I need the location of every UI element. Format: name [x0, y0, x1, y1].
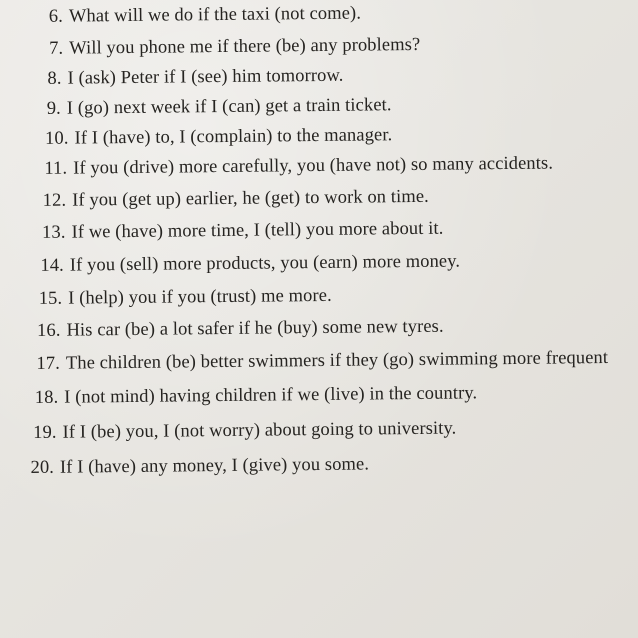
- exercise-item-14: [40, 252, 460, 277]
- exercise-item-12: [43, 187, 429, 212]
- item-text: If you (get up) earlier, he (get) to work on time.: [72, 186, 429, 211]
- item-number: 8.: [47, 68, 62, 89]
- item-text: I (not mind) having children if we (live) in the country.: [64, 383, 478, 408]
- item-text: Will you phone me if there (be) any problems?: [69, 34, 421, 59]
- exercise-item-15: [39, 286, 332, 310]
- item-number: 20.: [30, 457, 55, 479]
- exercise-item-16: [37, 317, 444, 342]
- item-text: If I (have) any money, I (give) you some.: [59, 454, 370, 478]
- item-text: I (go) next week if I (can) get a train ticket.: [66, 95, 392, 119]
- item-text: What will we do if the taxi (not come).: [68, 3, 362, 27]
- item-text: If you (sell) more products, you (earn) more money.: [69, 251, 461, 276]
- item-number: 12.: [42, 190, 67, 211]
- item-number: 14.: [40, 255, 64, 276]
- item-number: 15.: [38, 288, 63, 309]
- item-number: 9.: [46, 98, 61, 119]
- exercise-item-11: [44, 154, 553, 180]
- exercise-item-6: [49, 4, 361, 28]
- exercise-item-7: [49, 35, 420, 60]
- item-text: If I (be) you, I (not worry) about going to university.: [62, 418, 457, 443]
- item-text: His car (be) a lot safer if he (buy) some new tyres.: [66, 316, 444, 341]
- exercise-item-17: [36, 348, 608, 375]
- item-number: 7.: [49, 38, 64, 59]
- item-text: I (ask) Peter if I (see) him tomorrow.: [67, 65, 344, 89]
- item-number: 10.: [44, 128, 69, 149]
- item-text: If you (drive) more carefully, you (have not) so many accidents.: [73, 153, 554, 179]
- item-text: If I (have) to, I (complain) to the manager.: [74, 125, 393, 149]
- item-text: I (help) you if you (trust) me more.: [68, 285, 332, 309]
- exercise-item-18: [35, 383, 478, 409]
- item-number: 19.: [33, 422, 57, 443]
- exercise-item-8: [47, 66, 343, 90]
- item-number: 11.: [44, 158, 68, 179]
- item-text: The children (be) better swimmers if they (go) swimming more frequent: [65, 347, 609, 374]
- item-text: If we (have) more time, I (tell) you more about it.: [71, 218, 444, 243]
- exercise-item-20: [30, 454, 369, 479]
- exercise-item-19: [33, 419, 456, 444]
- item-number: 17.: [36, 353, 60, 374]
- exercise-item-13: [42, 219, 444, 244]
- exercise-item-10: [45, 125, 392, 150]
- item-number: 18.: [34, 387, 59, 408]
- item-number: 13.: [41, 222, 66, 243]
- item-number: 6.: [48, 6, 64, 27]
- exercise-item-9: [47, 95, 392, 120]
- item-number: 16.: [37, 320, 61, 341]
